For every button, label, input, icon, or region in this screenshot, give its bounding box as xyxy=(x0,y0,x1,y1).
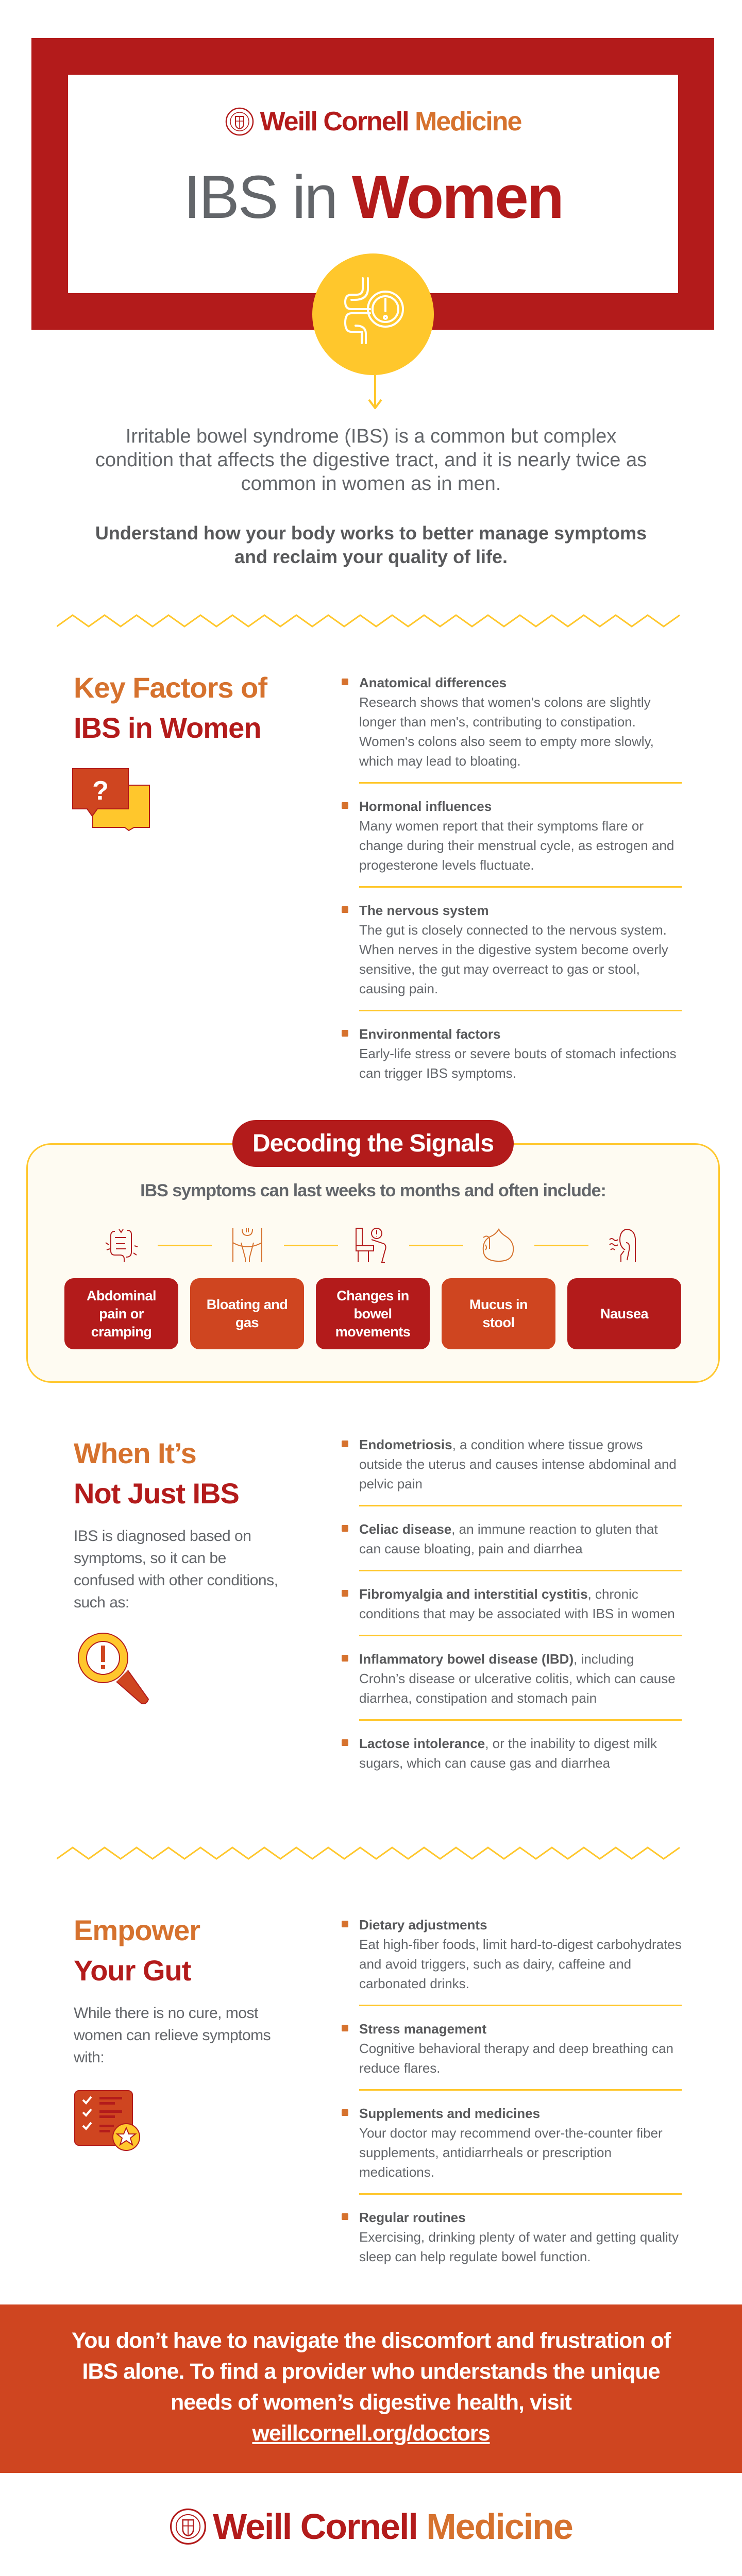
list-item xyxy=(342,888,682,1011)
list-item xyxy=(342,1571,682,1636)
list-item xyxy=(342,660,682,784)
page-title xyxy=(68,164,678,231)
stool-icon xyxy=(478,1227,519,1263)
list-item xyxy=(342,1721,682,1786)
item-text: Exercising, drinking plenty of water and getting quality sleep can help regulate bowel function. xyxy=(359,2229,679,2264)
decoding-title: Decoding the Signals xyxy=(232,1120,514,1167)
list-item xyxy=(342,784,682,888)
condition-name: Lactose intolerance xyxy=(359,1736,485,1751)
condition-text: , chronic conditions that may be associated with IBS in women xyxy=(359,1586,675,1621)
item-title: Hormonal influences xyxy=(359,799,492,814)
item-title: Anatomical differences xyxy=(359,675,507,690)
relief-list xyxy=(342,1902,682,2279)
bullet-icon xyxy=(342,906,348,913)
list-item xyxy=(342,2091,682,2195)
empower-text: While there is no cure, most women can relieve symptoms with: xyxy=(74,2005,271,2066)
condition-text: , a condition where tissue grows outside the uterus and causes intense abdominal and pelvic pain xyxy=(359,1437,677,1492)
list-item xyxy=(342,2195,682,2279)
key-factors-heading xyxy=(74,668,267,748)
brand-logo xyxy=(68,107,678,136)
item-text: Cognitive behavioral therapy and deep breathing can reduce flares. xyxy=(359,2041,673,2076)
item-title: Dietary adjustments xyxy=(359,1917,487,1933)
hero-badge xyxy=(312,253,434,375)
seal-icon xyxy=(225,107,254,136)
heading-line2: Not Just IBS xyxy=(74,1477,239,1510)
connector-line xyxy=(534,1245,588,1246)
arrow-down-icon xyxy=(366,375,384,409)
key-factors-list xyxy=(342,660,682,1096)
item-text: The gut is closely connected to the nervous system. When nerves in the digestive system become overly sensitive, the gut may overreact to gas or stool, causing pain. xyxy=(359,922,668,996)
title-part1: IBS in xyxy=(183,163,352,231)
condition-text: , or the inability to digest milk sugars, which can cause gas and diarrhea xyxy=(359,1736,657,1771)
bullet-icon xyxy=(342,679,348,685)
symptom-card: Bloating and gas xyxy=(190,1278,304,1349)
condition-name: Endometriosis xyxy=(359,1437,452,1452)
item-title: Regular routines xyxy=(359,2210,466,2225)
cta-text xyxy=(67,2325,675,2449)
toilet-icon xyxy=(353,1227,394,1263)
brand-name-part2: Medicine xyxy=(414,107,521,137)
list-item xyxy=(342,2006,682,2091)
connector-line xyxy=(284,1245,338,1246)
list-item xyxy=(342,1506,682,1571)
footer-logo xyxy=(0,2508,742,2545)
list-item xyxy=(342,1636,682,1721)
heading-line2: Your Gut xyxy=(74,1954,191,1987)
item-text: Research shows that women's colons are slightly longer than men's, contributing to constipation. Women's colons also seem to empty more slowly, which may lead to bloating. xyxy=(359,694,654,769)
bullet-icon xyxy=(342,1655,348,1662)
condition-text: , including Crohn’s disease or ulcerative colitis, which can cause diarrhea, constipation and stomach pain xyxy=(359,1651,676,1706)
brand-name-part1: Weill Cornell xyxy=(213,2506,417,2547)
list-item xyxy=(342,1902,682,2006)
bloating-icon xyxy=(227,1227,268,1263)
svg-text:?: ? xyxy=(92,776,109,806)
seal-icon xyxy=(170,2508,207,2545)
bullet-icon xyxy=(342,1440,348,1447)
cta-message: You don’t have to navigate the discomfort and frustration of IBS alone. To find a provider who understands the unique needs of women’s digestive health, visit xyxy=(71,2328,671,2415)
conditions-list xyxy=(342,1422,682,1786)
condition-name: Celiac disease xyxy=(359,1521,452,1537)
zigzag-divider xyxy=(57,613,690,629)
bullet-icon xyxy=(342,1590,348,1597)
connector-line xyxy=(158,1245,212,1246)
item-title: Supplements and medicines xyxy=(359,2106,541,2121)
question-bubbles-icon xyxy=(71,768,151,832)
bullet-icon xyxy=(342,2109,348,2116)
list-item xyxy=(342,1011,682,1096)
heading-line2: IBS in Women xyxy=(74,711,261,744)
bullet-icon xyxy=(342,2025,348,2031)
doctors-link[interactable]: weillcornell.org/doctors xyxy=(252,2421,490,2446)
checklist-star-icon xyxy=(74,2090,142,2154)
bullet-icon xyxy=(342,802,348,809)
not-just-ibs-text: IBS is diagnosed based on symptoms, so it can be confused with other conditions, such as: xyxy=(74,1528,278,1611)
brand-name-part2: Medicine xyxy=(426,2506,572,2547)
symptom-card: Nausea xyxy=(567,1278,681,1349)
title-part2: Women xyxy=(351,163,563,231)
bullet-icon xyxy=(342,2213,348,2220)
intestine-alert-icon xyxy=(332,273,414,355)
magnifier-alert-icon xyxy=(76,1632,151,1705)
empower-heading xyxy=(74,1910,200,1991)
list-item xyxy=(342,1422,682,1506)
symptom-card: Abdominal pain or cramping xyxy=(64,1278,178,1349)
heading-line1: Empower xyxy=(74,1914,200,1946)
bullet-icon xyxy=(342,1525,348,1532)
symptom-card: Mucus in stool xyxy=(442,1278,555,1349)
bullet-icon xyxy=(342,1921,348,1927)
heading-line1: Key Factors of xyxy=(74,671,267,704)
nausea-icon xyxy=(603,1227,645,1263)
intro-bold-text: Understand how your body works to better manage symptoms and reclaim your quality of life. xyxy=(95,522,647,567)
intestine-pain-icon xyxy=(100,1227,142,1263)
not-just-ibs-heading xyxy=(74,1433,239,1514)
condition-name: Fibromyalgia and interstitial cystitis xyxy=(359,1586,588,1602)
intro-text: Irritable bowel syndrome (IBS) is a common but complex condition that affects the digestive tract, and it is nearly twice as common in women as in men. xyxy=(95,426,647,495)
item-title: The nervous system xyxy=(359,903,489,918)
item-text: Many women report that their symptoms flare or change during their menstrual cycle, as estrogen and progesterone levels fluctuate. xyxy=(359,818,674,873)
brand-name-part1: Weill Cornell xyxy=(260,107,409,137)
bullet-icon xyxy=(342,1739,348,1746)
item-title: Environmental factors xyxy=(359,1026,501,1042)
item-text: Your doctor may recommend over-the-counter fiber supplements, antidiarrheals or prescription medications. xyxy=(359,2125,663,2180)
condition-name: Inflammatory bowel disease (IBD) xyxy=(359,1651,574,1667)
item-title: Stress management xyxy=(359,2021,487,2037)
symptom-card: Changes in bowel movements xyxy=(316,1278,430,1349)
connector-line xyxy=(409,1245,463,1246)
item-text: Early-life stress or severe bouts of stomach infections can trigger IBS symptoms. xyxy=(359,1046,677,1081)
bullet-icon xyxy=(342,1030,348,1037)
item-text: Eat high-fiber foods, limit hard-to-digest carbohydrates and avoid triggers, such as dairy, caffeine and carbonated drinks. xyxy=(359,1937,682,1991)
heading-line1: When It’s xyxy=(74,1437,196,1469)
zigzag-divider xyxy=(57,1845,690,1861)
condition-text: , an immune reaction to gluten that can cause bloating, pain and diarrhea xyxy=(359,1521,658,1556)
decoding-subtitle: IBS symptoms can last weeks to months and often include: xyxy=(140,1181,606,1200)
